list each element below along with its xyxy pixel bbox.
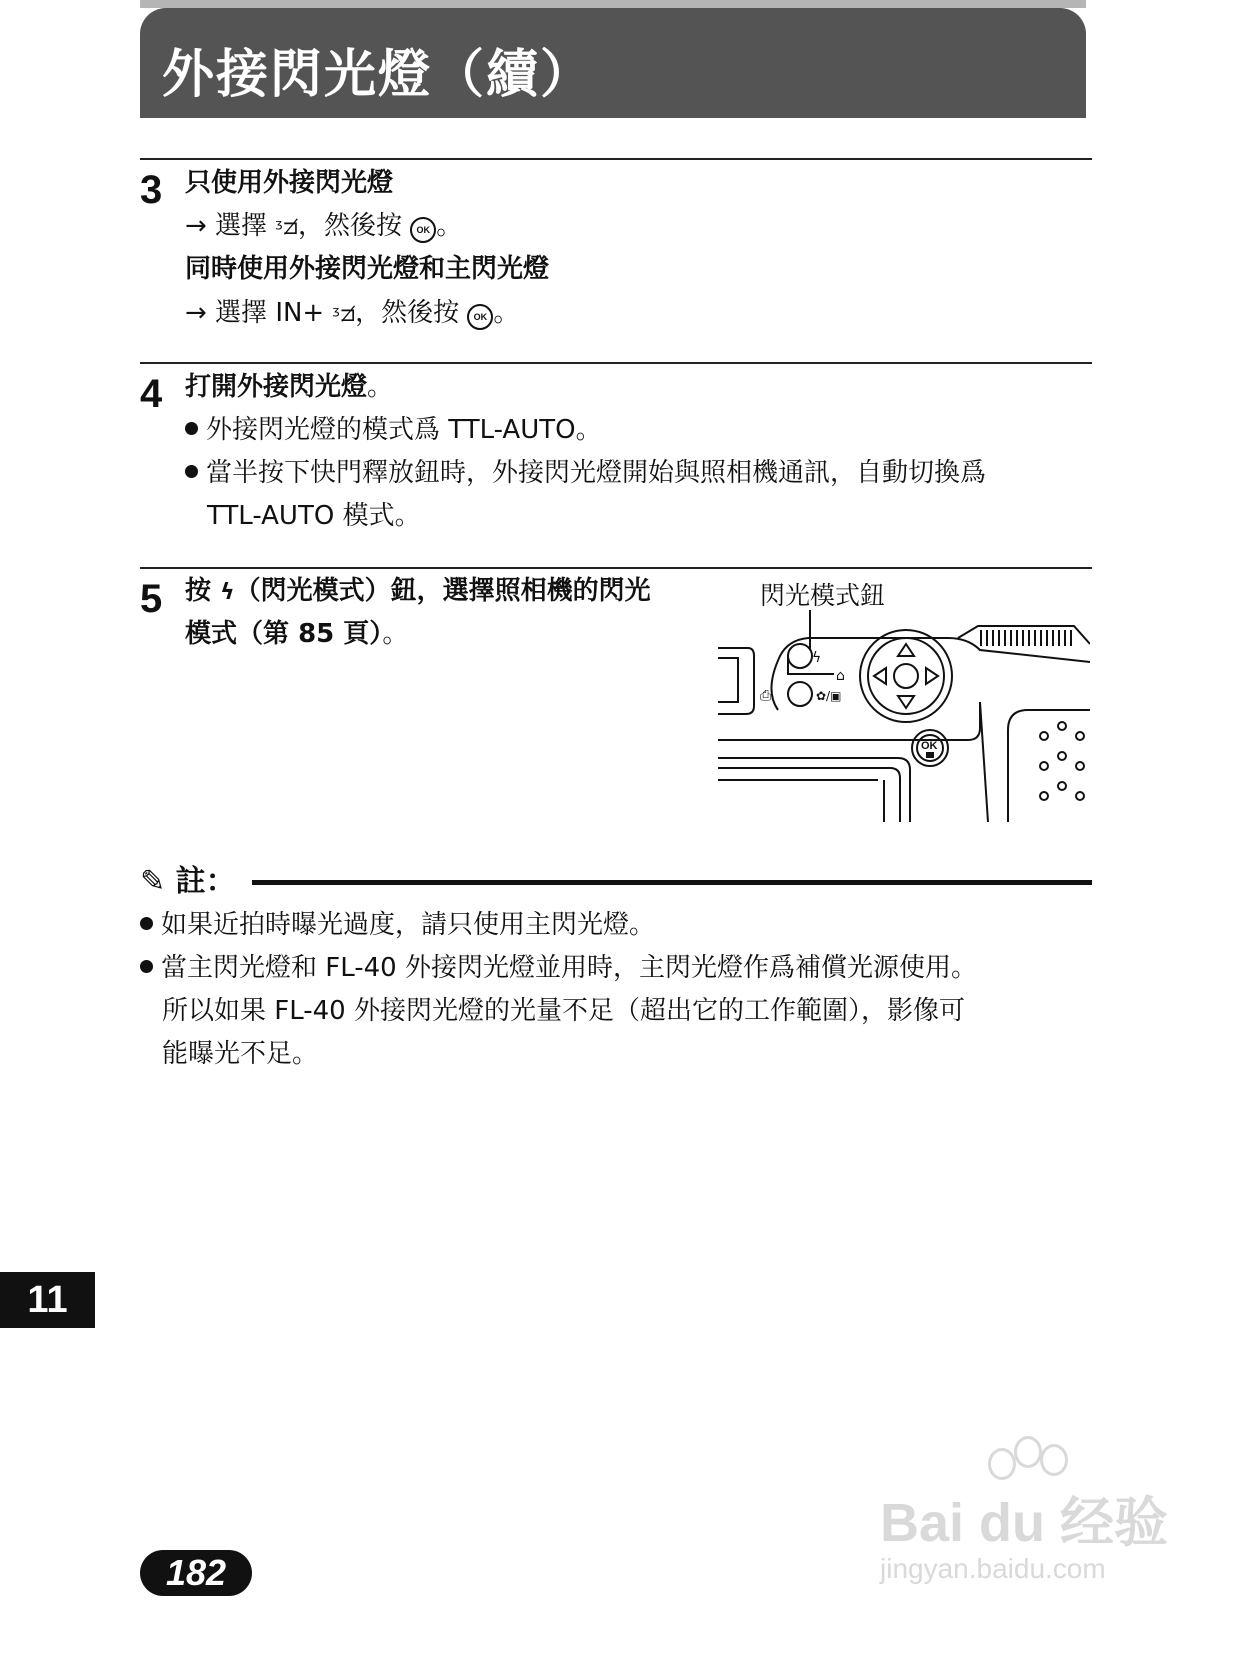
flash-mode-button-label: 閃光模式鈕 (760, 581, 886, 610)
header-top-strip (140, 0, 1086, 8)
page-number: 182 (140, 1550, 252, 1596)
list-item-continuation: 所以如果 FL-40 外接閃光燈的光量不足（超出它的工作範圍），影像可 (162, 996, 965, 1026)
svg-text:ϟ: ϟ (812, 650, 822, 666)
svg-text:⌂: ⌂ (836, 668, 845, 684)
list-item: 外接閃光燈的模式爲 TTL-AUTO。 (185, 413, 602, 447)
note-heading: ✎ 註： (140, 864, 236, 899)
step-instruction: → 選擇 ᶾ⊐̸，然後按 OK 。 (185, 211, 463, 241)
external-flash-icon: ᶾ⊐̸ (275, 215, 298, 239)
step-divider (140, 362, 1092, 364)
step-heading-continued: 模式（第 85 頁）。 (185, 619, 409, 649)
watermark-url: jingyan.baidu.com (880, 1553, 1106, 1584)
step-instruction: → 選擇 IN+ ᶾ⊐̸，然後按 OK 。 (185, 298, 520, 328)
speaker-grille (1040, 722, 1084, 800)
bullet-icon (140, 917, 153, 930)
step-number: 3 (140, 168, 163, 212)
paw-toe (1040, 1444, 1068, 1476)
step-number: 4 (140, 372, 163, 416)
bullet-icon (185, 422, 198, 435)
list-item-continuation: 能曝光不足。 (162, 1039, 319, 1069)
pencil-icon: ✎ (140, 864, 176, 899)
paw-toe (1014, 1436, 1042, 1468)
step-heading: 同時使用外接閃光燈和主閃光燈 (185, 254, 550, 284)
svg-text:⎙: ⎙ (760, 688, 772, 704)
external-flash-icon: ᶾ⊐̸ (332, 302, 356, 326)
flash-mode-button (788, 644, 812, 668)
lightning-icon: ϟ (220, 580, 235, 605)
camera-back-illustration (718, 610, 1090, 822)
list-item: 當半按下快門釋放鈕時，外接閃光燈開始與照相機通訊，自動切換爲 (185, 456, 986, 490)
paw-icon (988, 1448, 1016, 1480)
step-divider (140, 158, 1092, 160)
bullet-icon (140, 960, 153, 973)
step-heading: 打開外接閃光燈。 (185, 372, 394, 402)
bullet-icon (185, 465, 198, 478)
macro-button (788, 682, 812, 706)
step-heading: 按 ϟ（閃光模式）鈕，選擇照相機的閃光 (185, 576, 651, 606)
step-heading: 只使用外接閃光燈 (185, 168, 394, 198)
step-number: 5 (140, 577, 163, 621)
page-title: 外接閃光燈（續） (162, 45, 595, 105)
list-item: 如果近拍時曝光過度，請只使用主閃光燈。 (140, 908, 655, 942)
ok-button-icon: OK (410, 217, 436, 243)
chapter-tab: 11 (0, 1272, 95, 1328)
center-button (894, 664, 918, 688)
list-item: 當主閃光燈和 FL-40 外接閃光燈並用時，主閃光燈作爲補償光源使用。 (140, 951, 977, 985)
svg-text:OK: OK (921, 740, 938, 752)
title-banner (140, 8, 1086, 118)
watermark-logo-text: Bai du 经验 (880, 1493, 1169, 1553)
ok-button-icon: OK (467, 304, 493, 330)
note-divider (252, 880, 1092, 885)
step-divider (140, 567, 1092, 569)
svg-text:✿/▣: ✿/▣ (816, 689, 842, 703)
list-item-continuation: TTL-AUTO 模式。 (207, 501, 421, 531)
